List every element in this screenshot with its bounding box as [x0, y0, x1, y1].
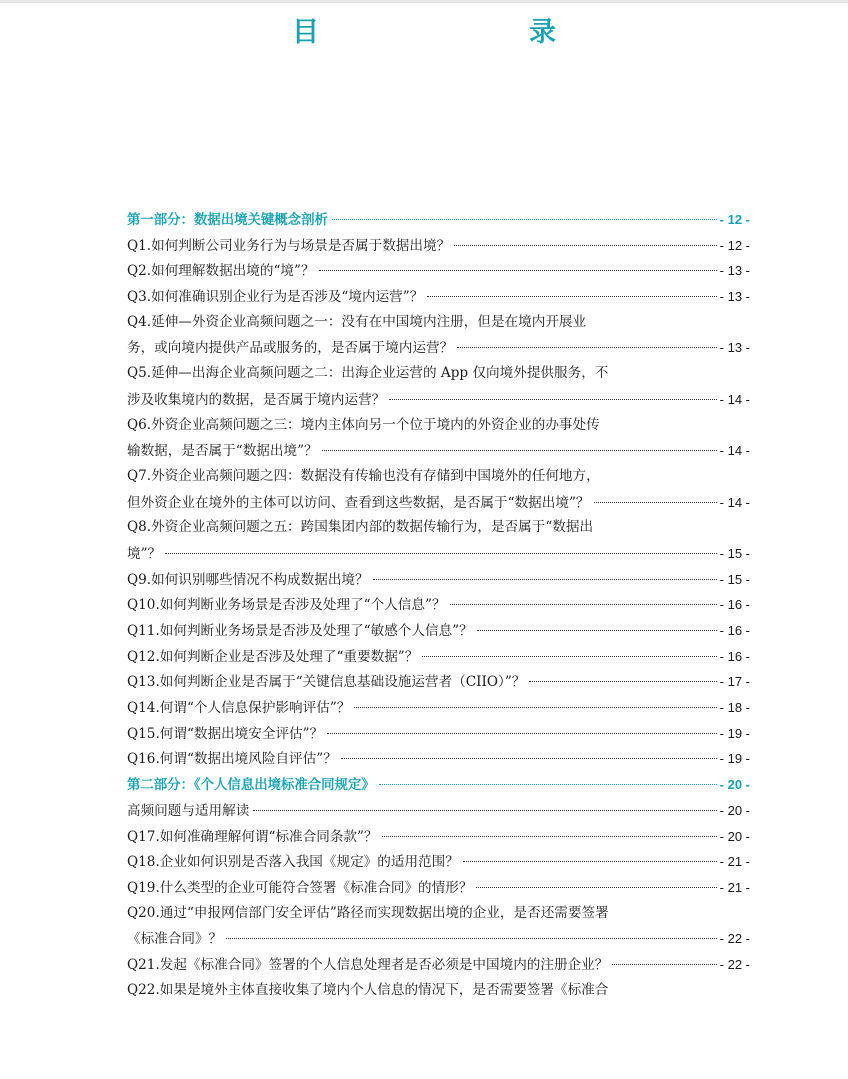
toc-entry[interactable]	[127, 618, 750, 644]
toc-entry[interactable]	[127, 978, 750, 1004]
toc-page-number: - 21 -	[719, 879, 750, 895]
toc-entry-text: Q14.何谓“个人信息保护影响评估”？	[127, 700, 351, 717]
toc-entry-text: 务，或向境内提供产品或服务的，是否属于境内运营？	[127, 340, 454, 357]
toc-entry[interactable]	[127, 490, 750, 516]
toc-entry[interactable]	[127, 233, 750, 259]
toc-page-number: - 13 -	[719, 340, 750, 356]
toc-page-number: - 12 -	[719, 237, 750, 253]
toc-entry-text: Q10.如何判断业务场景是否涉及处理了“个人信息”？	[127, 597, 446, 614]
toc-entry[interactable]	[127, 284, 750, 310]
toc-page-number: - 19 -	[719, 751, 750, 767]
toc-page-number: - 20 -	[719, 777, 750, 793]
toc-page-number: - 14 -	[719, 494, 750, 510]
toc-entry-text: Q19.什么类型的企业可能符合签署《标准合同》的情形？	[127, 879, 473, 896]
toc-page-number: - 18 -	[719, 700, 750, 716]
toc-entry[interactable]	[127, 644, 750, 670]
toc-entry-text: Q12.如何判断企业是否涉及处理了“重要数据”？	[127, 648, 419, 665]
toc-dot-leader	[382, 836, 717, 837]
toc-page-number: - 16 -	[719, 648, 750, 664]
toc-entry[interactable]	[127, 515, 750, 541]
toc-dot-leader	[612, 964, 716, 965]
toc-page-number: - 13 -	[719, 263, 750, 279]
toc-dot-leader	[226, 938, 717, 939]
toc-entry[interactable]	[127, 541, 750, 567]
toc-dot-leader	[463, 861, 717, 862]
toc-entry-text: Q13.如何判断企业是否属于“关键信息基础设施运营者（CIIO）”？	[127, 674, 526, 691]
page-title: 目 录	[292, 17, 608, 48]
toc-entry[interactable]	[127, 310, 750, 336]
toc-dot-leader	[389, 399, 716, 400]
toc-entry-text: 境”？	[127, 545, 162, 562]
toc-dot-leader	[379, 784, 717, 785]
toc-entry[interactable]	[127, 438, 750, 464]
toc-section-heading[interactable]	[127, 772, 750, 798]
toc-page-number: - 20 -	[719, 828, 750, 844]
toc-entry-text: Q20.通过“申报网信部门安全评估”路径而实现数据出境的企业，是否还需要签署	[127, 904, 609, 921]
toc-dot-leader	[341, 758, 717, 759]
toc-entry-text: 输数据，是否属于“数据出境”？	[127, 443, 318, 460]
toc-dot-leader	[594, 502, 717, 503]
toc-page-number: - 14 -	[719, 391, 750, 407]
toc-entry-text: Q5.延伸—出海企业高频问题之二：出海企业运营的 App 仅向境外提供服务，不	[127, 365, 609, 382]
toc-entry-text: Q22.如果是境外主体直接收集了境内个人信息的情况下，是否需要签署《标准合	[127, 981, 609, 998]
toc-page-number: - 19 -	[719, 725, 750, 741]
toc-entry[interactable]	[127, 901, 750, 927]
toc-entry-text: 《标准合同》？	[127, 931, 223, 948]
toc-entry[interactable]	[127, 413, 750, 439]
toc-dot-leader	[165, 553, 717, 554]
toc-page-number: - 13 -	[719, 289, 750, 305]
toc-dot-leader	[354, 707, 716, 708]
toc-page-number: - 22 -	[719, 931, 750, 947]
toc-entry[interactable]	[127, 669, 750, 695]
toc-section-heading[interactable]	[127, 207, 750, 233]
toc-entry[interactable]	[127, 258, 750, 284]
toc-entry[interactable]	[127, 361, 750, 387]
toc-entry-text: Q4.延伸—外资企业高频问题之一：没有在中国境内注册，但是在境内开展业	[127, 313, 587, 330]
table-of-contents	[127, 207, 750, 1003]
toc-entry-text: Q16.何谓“数据出境风险自评估”？	[127, 751, 337, 768]
toc-page-number: - 12 -	[719, 212, 750, 227]
toc-entry-text: 涉及收集境内的数据，是否属于境内运营？	[127, 391, 386, 408]
toc-entry[interactable]	[127, 952, 750, 978]
toc-dot-leader	[477, 630, 717, 631]
toc-entry-text: 第二部分：《个人信息出境标准合同规定》	[127, 778, 375, 794]
toc-entry[interactable]	[127, 592, 750, 618]
toc-entry-text: Q9.如何识别哪些情况不构成数据出境？	[127, 571, 369, 588]
toc-page-number: - 15 -	[719, 571, 750, 587]
toc-dot-leader	[422, 656, 716, 657]
toc-entry-text: Q11.如何判断业务场景是否涉及处理了“敏感个人信息”？	[127, 623, 473, 639]
toc-page-number: - 20 -	[719, 802, 750, 818]
toc-entry[interactable]	[127, 926, 750, 952]
toc-entry[interactable]	[127, 567, 750, 593]
toc-dot-leader	[529, 681, 716, 682]
toc-entry[interactable]	[127, 849, 750, 875]
toc-entry-text: Q2.如何理解数据出境的“境”？	[127, 263, 315, 280]
toc-dot-leader	[253, 810, 716, 811]
top-border	[0, 0, 848, 3]
toc-entry[interactable]	[127, 335, 750, 361]
toc-entry-text: 高频问题与适用解读	[127, 802, 250, 819]
toc-entry[interactable]	[127, 798, 750, 824]
toc-dot-leader	[476, 887, 716, 888]
toc-page-number: - 21 -	[719, 854, 750, 870]
toc-entry[interactable]	[127, 387, 750, 413]
toc-entry-text: Q8.外资企业高频问题之五：跨国集团内部的数据传输行为，是否属于“数据出	[127, 519, 594, 536]
toc-entry[interactable]	[127, 875, 750, 901]
toc-dot-leader	[454, 245, 716, 246]
toc-entry[interactable]	[127, 464, 750, 490]
toc-entry-text: Q7.外资企业高频问题之四：数据没有传输也没有存储到中国境外的任何地方，	[127, 467, 600, 484]
toc-page-number: - 22 -	[719, 956, 750, 972]
toc-entry-text: Q1.如何判断公司业务行为与场景是否属于数据出境？	[127, 237, 451, 254]
toc-entry[interactable]	[127, 721, 750, 747]
toc-dot-leader	[457, 347, 716, 348]
toc-entry-text: Q15.何谓“数据出境安全评估”？	[127, 725, 324, 742]
toc-entry-text: Q3.如何准确识别企业行为是否涉及“境内运营”？	[127, 289, 424, 306]
toc-page-number: - 14 -	[719, 443, 750, 459]
toc-entry[interactable]	[127, 746, 750, 772]
toc-dot-leader	[319, 270, 717, 271]
toc-entry[interactable]	[127, 695, 750, 721]
toc-dot-leader	[332, 219, 717, 220]
toc-page-number: - 15 -	[719, 545, 750, 561]
toc-entry[interactable]	[127, 824, 750, 850]
toc-entry-text: 但外资企业在境外的主体可以访问、查看到这些数据，是否属于“数据出境”？	[127, 494, 590, 511]
toc-dot-leader	[427, 296, 716, 297]
toc-entry-text: Q17.如何准确理解何谓“标准合同条款”？	[127, 828, 378, 845]
toc-page-number: - 16 -	[719, 623, 750, 638]
toc-dot-leader	[322, 450, 717, 451]
toc-page-number: - 16 -	[719, 597, 750, 613]
toc-entry-text: Q21.发起《标准合同》签署的个人信息处理者是否必须是中国境内的注册企业？	[127, 956, 609, 973]
toc-dot-leader	[327, 733, 716, 734]
toc-dot-leader	[373, 579, 717, 580]
toc-dot-leader	[450, 604, 717, 605]
toc-entry-text: 第一部分：数据出境关键概念剖析	[127, 213, 328, 228]
toc-entry-text: Q6.外资企业高频问题之三：境内主体向另一个位于境内的外资企业的办事处传	[127, 416, 600, 433]
toc-entry-text: Q18.企业如何识别是否落入我国《规定》的适用范围？	[127, 854, 459, 871]
toc-page-number: - 17 -	[719, 674, 750, 690]
